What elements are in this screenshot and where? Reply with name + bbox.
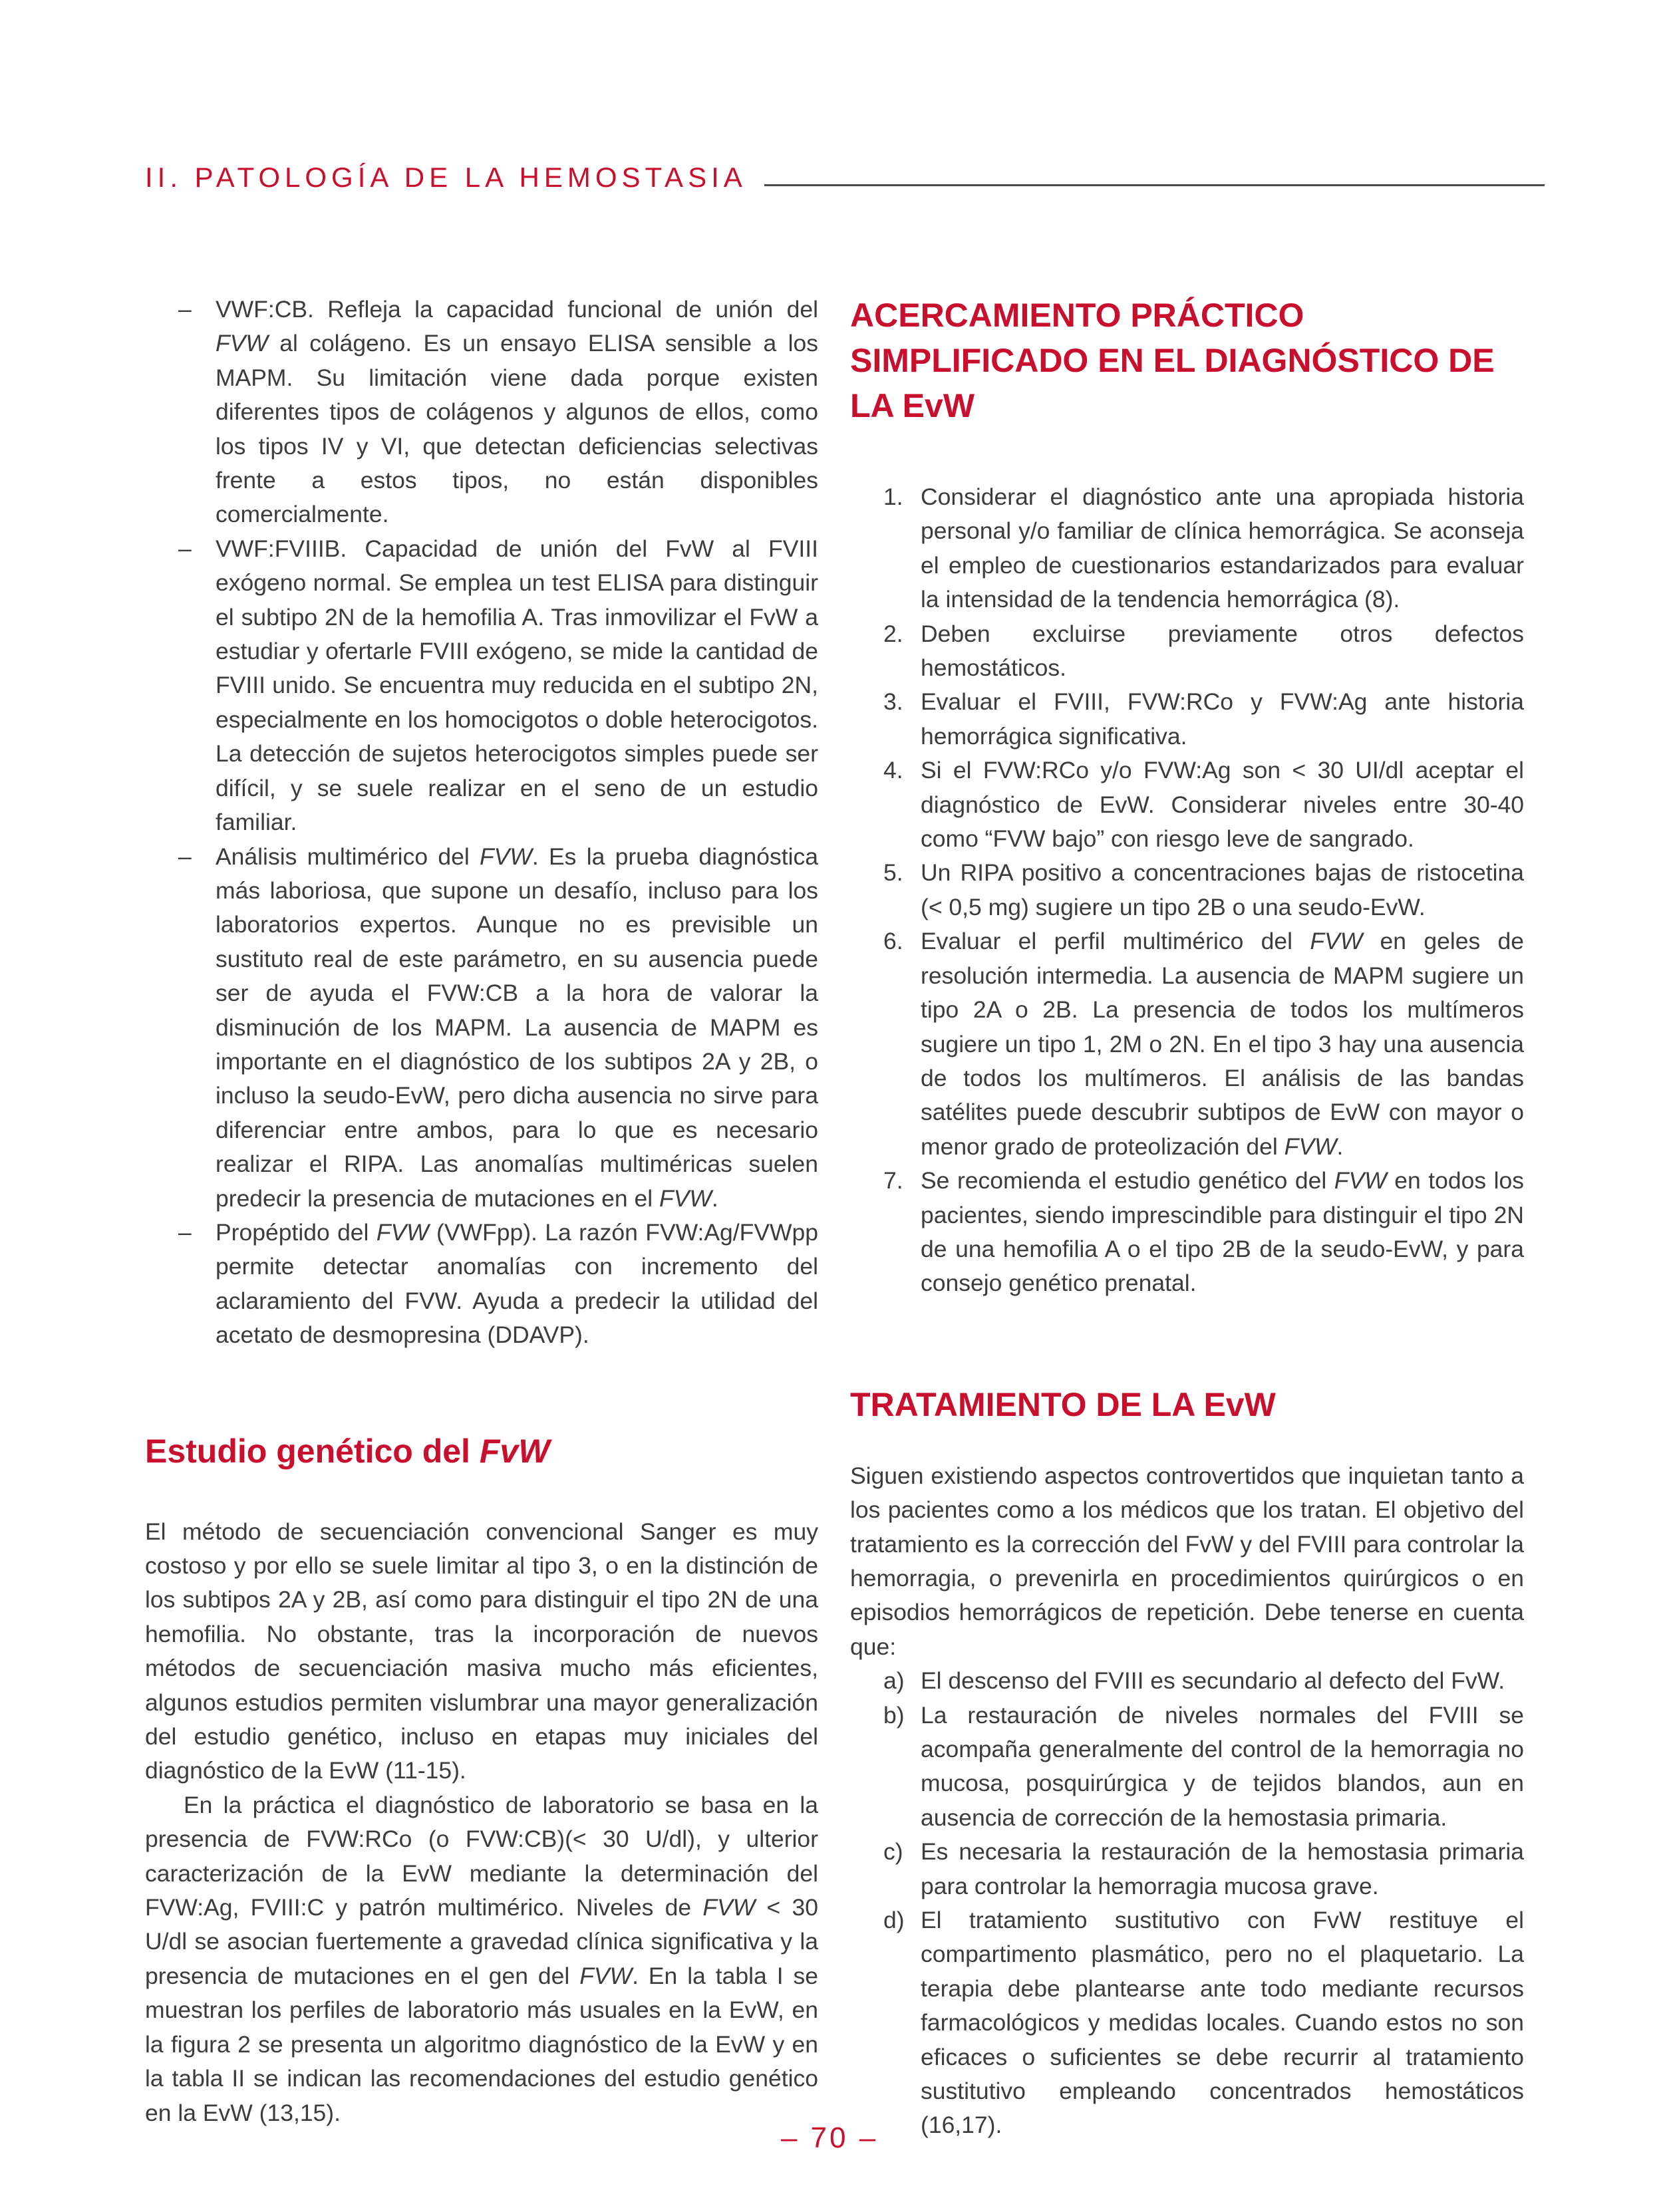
list-item: b) La restauración de niveles normales del FVIII se acompaña generalmente del control de la hemorragia no mucosa, posquirúrgica y de tejidos blandos, aun en ausencia de corrección de la hemostasia primaria. <box>883 1701 1524 1831</box>
genetics-paragraph-2: En la práctica el diagnóstico de laboratorio se basa en la presencia de FVW:RCo (o FVW:CB)(< 30 U/dl), y ulterior caracterización de la EvW mediante la determinación del FVW:Ag, FVIII:C y patrón multimérico. Niveles de FVW < 30 U/dl se asocian fuertemente a gravedad clínica significativa y la presencia de mutaciones en el gen del FVW. En la tabla I se muestran los perfiles de laboratorio más usuales en la EvW, en la figura 2 se presenta un algoritmo diagnóstico de la EvW y en la tabla II se indican las recomendaciones del estudio genético en la EvW (13,15). <box>145 1791 818 2126</box>
list-item: d) El tratamiento sustitutivo con FvW restituye el compartimento plasmático, pero no el plaquetario. La terapia debe plantearse ante todo mediante recursos farmacológicos y medidas locales. Cuando estos no son eficaces o suficientes se debe recurrir al tratamiento sustitutivo empleando concentrados hemostáticos (16,17). <box>883 1907 1524 2139</box>
approach-steps <box>850 480 1524 1301</box>
list-item: – VWF:FVIIIB. Capacidad de unión del FvW al FVIII exógeno normal. Se emplea un test ELISA para distinguir el subtipo 2N de la hemofilia A. Tras inmovilizar el FvW a estudiar y ofertarle FVIII exógeno, se mide la cantidad de FVIII unido. Se encuentra muy reducida en el subtipo 2N, especialmente en los homocigotos o doble heterocigotos. La detección de sujetos heterocigotos simples puede ser difícil, y se suele realizar en el seno de un estudio familiar. <box>216 532 818 840</box>
page-number: – 70 – <box>780 2122 879 2154</box>
list-item: 7. Se recomienda el estudio genético del FVW en todos los pacientes, siendo imprescindible para distinguir el tipo 2N de una hemofilia A o el tipo 2B de la seudo-EvW, y para consejo genético prenatal. <box>883 1167 1524 1297</box>
list-item: c) Es necesaria la restauración de la hemostasia primaria para controlar la hemorragia mucosa grave. <box>883 1838 1524 1899</box>
list-item: – VWF:CB. Refleja la capacidad funcional de unión del FVW al colágeno. Es un ensayo ELISA sensible a los MAPM. Su limitación viene dada porque existen diferentes tipos de colágenos y algunos de ellos, como los tipos IV y VI, que detectan deficiencias selectivas frente a estos tipos, no están disponibles comercialmente. <box>216 293 818 532</box>
list-item: 4. Si el FVW:RCo y/o FVW:Ag son < 30 UI/dl aceptar el diagnóstico de EvW. Considerar niveles entre 30-40 como “FVW bajo” con riesgo leve de sangrado. <box>883 757 1524 853</box>
list-item: a) El descenso del FVIII es secundario al defecto del FvW. <box>883 1667 1505 1695</box>
genetics-heading: Estudio genético del FvW <box>145 1432 550 1470</box>
running-title: II. PATOLOGÍA DE LA HEMOSTASIA <box>145 162 747 193</box>
treatment-list <box>850 1664 1524 2143</box>
assay-list <box>145 293 818 1353</box>
treatment-heading: TRATAMIENTO DE LA EvW <box>850 1385 1276 1423</box>
list-item: 6. Evaluar el perfil multimérico del FVW en geles de resolución intermedia. La ausencia de MAPM sugiere un tipo 2A o 2B. La presencia de todos los multímeros sugiere un tipo 1, 2M o 2N. En el tipo 3 hay una ausencia de todos los multímeros. El análisis de las bandas satélites puede descubrir subtipos de EvW con mayor o menor grado de proteolización del FVW. <box>883 928 1524 1160</box>
list-item: 3. Evaluar el FVIII, FVW:RCo y FVW:Ag ante historia hemorrágica significativa. <box>883 688 1524 750</box>
header-rule <box>764 184 1545 186</box>
genetics-paragraph-1: El método de secuenciación convencional Sanger es muy costoso y por ello se suele limitar al tipo 3, o en la distinción de los subtipos 2A y 2B, así como para distinguir el tipo 2N de una hemofilia. No obstante, tras la incorporación de nuevos métodos de secuenciación masiva mucho más eficientes, algunos estudios permiten vislumbrar una mayor generalización del estudio genético, incluso en etapas muy iniciales del diagnóstico de la EvW (11-15). <box>145 1518 818 1784</box>
approach-heading: ACERCAMIENTO PRÁCTICO SIMPLIFICADO EN EL DIAGNÓSTICO DE LA EvW <box>850 297 1495 424</box>
list-item: – Análisis multimérico del FVW. Es la prueba diagnóstica más laboriosa, que supone un desafío, incluso para los laboratorios expertos. Aunque no es previsible un sustituto real de este parámetro, en su ausencia puede ser de ayuda el FVW:CB a la hora de valorar la disminución de los MAPM. La ausencia de MAPM es importante en el diagnóstico de los subtipos 2A y 2B, o incluso la seudo-EvW, pero dicha ausencia no sirve para diferenciar entre ambos, para lo que es necesario realizar el RIPA. Las anomalías multiméricas suelen predecir la presencia de mutaciones en el FVW. <box>216 840 818 1216</box>
list-item: 2. Deben excluirse previamente otros defectos hemostáticos. <box>883 620 1524 682</box>
list-item: 1. Considerar el diagnóstico ante una apropiada historia personal y/o familiar de clínica hemorrágica. Se aconseja el empleo de cuestionarios estandarizados para evaluar la intensidad de la tendencia hemorrágica (8). <box>883 484 1524 613</box>
right-column <box>850 293 1524 2143</box>
list-item: 5. Un RIPA positivo a concentraciones bajas de ristocetina (< 0,5 mg) sugiere un tipo 2B o una seudo-EvW. <box>883 859 1524 920</box>
running-header <box>145 154 1545 194</box>
left-column <box>145 293 818 2130</box>
list-item: – Propéptido del FVW (VWFpp). La razón FVW:Ag/FVWpp permite detectar anomalías con incremento del aclaramiento del FVW. Ayuda a predecir la utilidad del acetato de desmopresina (DDAVP). <box>216 1216 818 1353</box>
treatment-intro: Siguen existiendo aspectos controvertidos que inquietan tanto a los pacientes como a los médicos que los tratan. El objetivo del tratamiento es la corrección del FvW y del FVIII para controlar la hemorragia, o prevenirla en procedimientos quirúrgicos o en episodios hemorrágicos de repetición. Debe tenerse en cuenta que: <box>850 1462 1524 1660</box>
